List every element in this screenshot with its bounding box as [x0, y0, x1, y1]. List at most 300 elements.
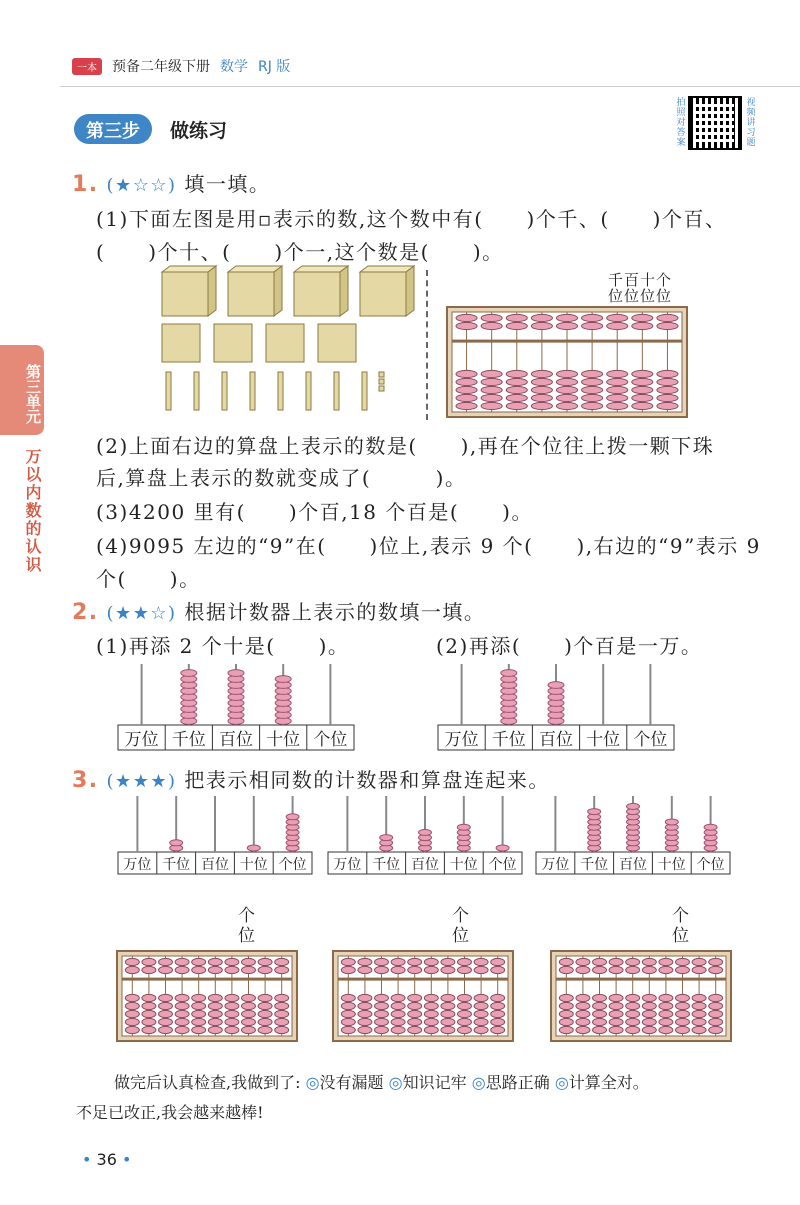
place-label: 个位: [696, 857, 725, 873]
lower-bead: [208, 1026, 222, 1033]
upper-bead: [481, 322, 502, 329]
counting-frame: [116, 792, 314, 876]
upper-bead: [341, 966, 355, 973]
self-check-line2: 不足已改正,我会越来越棒!: [76, 1103, 264, 1122]
lower-bead: [358, 994, 372, 1001]
lower-bead: [375, 1002, 389, 1009]
place-label: 万位: [124, 730, 159, 750]
lower-bead: [709, 1010, 723, 1017]
ten-rod: [250, 372, 255, 410]
lower-bead: [341, 1026, 355, 1033]
q1-part3: (3)4200 里有( )个百,18 个百是( )。: [96, 500, 533, 524]
lower-bead: [456, 378, 477, 385]
ten-rod: [194, 372, 199, 410]
lower-bead: [506, 378, 527, 385]
unit-tab: 第三单元: [0, 345, 44, 435]
ten-rod: [166, 372, 171, 410]
lower-bead: [632, 386, 653, 393]
place-label: 百位: [539, 730, 573, 750]
upper-bead: [607, 322, 628, 329]
cube-side: [406, 266, 414, 316]
place-label: 个位: [633, 730, 668, 750]
lower-bead: [391, 1010, 405, 1017]
lower-bead: [506, 402, 527, 409]
upper-bead: [142, 958, 156, 965]
lower-bead: [626, 1026, 640, 1033]
lower-bead: [159, 1018, 173, 1025]
page-number: • 36 •: [82, 1150, 132, 1169]
lower-bead: [125, 1002, 139, 1009]
upper-bead: [657, 322, 678, 329]
upper-bead: [258, 966, 272, 973]
figure-divider: [426, 270, 428, 420]
upper-bead: [626, 958, 640, 965]
lower-bead: [175, 1010, 189, 1017]
upper-bead: [225, 958, 239, 965]
lower-bead: [582, 378, 603, 385]
abacus-label-line1: 千百十个: [608, 271, 673, 289]
q1-part4-line2: 个( )。: [96, 567, 201, 591]
lower-bead: [474, 1018, 488, 1025]
counter-bead: [247, 845, 260, 851]
upper-bead: [358, 958, 372, 965]
lower-bead: [632, 370, 653, 377]
question-3-header: [72, 764, 550, 793]
lower-bead: [192, 1026, 206, 1033]
upper-bead: [609, 958, 623, 965]
lower-bead: [341, 994, 355, 1001]
lower-bead: [657, 378, 678, 385]
counter-bead: [627, 803, 640, 809]
lower-bead: [474, 1010, 488, 1017]
upper-bead: [609, 966, 623, 973]
abacus-beam: [338, 978, 508, 981]
lower-bead: [657, 370, 678, 377]
ten-rod: [222, 372, 227, 410]
counting-frame: [534, 792, 732, 876]
lower-bead: [556, 378, 577, 385]
lower-bead: [659, 1010, 673, 1017]
lower-bead: [424, 1002, 438, 1009]
lower-bead: [358, 1010, 372, 1017]
lower-bead: [593, 1026, 607, 1033]
question-number: 3.: [72, 768, 99, 793]
place-label: 千位: [580, 857, 609, 873]
lower-bead: [192, 1002, 206, 1009]
lower-bead: [481, 386, 502, 393]
place-label: 万位: [444, 730, 479, 750]
place-label: 个位: [278, 857, 307, 873]
lower-bead: [576, 1002, 590, 1009]
book-header: [72, 56, 290, 76]
place-label: 个位: [313, 730, 348, 750]
upper-bead: [242, 966, 256, 973]
abacus: [116, 950, 298, 1042]
check-item: 知识记牢: [402, 1073, 467, 1092]
lower-bead: [408, 1002, 422, 1009]
lower-bead: [275, 1010, 289, 1017]
lower-bead: [657, 394, 678, 401]
abacus-label-line2: 位位位位: [608, 287, 673, 305]
upper-bead: [408, 958, 422, 965]
lower-bead: [607, 370, 628, 377]
lower-bead: [408, 1018, 422, 1025]
lower-bead: [456, 394, 477, 401]
upper-bead: [456, 314, 477, 321]
lower-bead: [657, 386, 678, 393]
lower-bead: [192, 1018, 206, 1025]
counter-bead: [419, 829, 432, 835]
lower-bead: [556, 394, 577, 401]
upper-bead: [506, 314, 527, 321]
lower-bead: [441, 1018, 455, 1025]
upper-bead: [582, 314, 603, 321]
cube-top: [162, 266, 216, 272]
lower-bead: [593, 1018, 607, 1025]
upper-bead: [159, 958, 173, 965]
upper-bead: [375, 958, 389, 965]
lower-bead: [491, 1010, 505, 1017]
lower-bead: [458, 1010, 472, 1017]
unit-topic: 万以内数的认识: [23, 448, 42, 574]
lower-bead: [225, 1026, 239, 1033]
lower-bead: [258, 1010, 272, 1017]
thousand-cube: [360, 272, 406, 316]
lower-bead: [642, 994, 656, 1001]
lower-bead: [424, 994, 438, 1001]
counter-bead: [457, 824, 470, 830]
upper-bead: [192, 966, 206, 973]
lower-bead: [391, 994, 405, 1001]
lower-bead: [125, 994, 139, 1001]
lower-bead: [225, 1018, 239, 1025]
qr-code-icon[interactable]: [688, 96, 742, 150]
lower-bead: [408, 994, 422, 1001]
abacus: [446, 306, 688, 418]
upper-bead: [192, 958, 206, 965]
counter-bead: [181, 670, 197, 677]
check-item: 思路正确: [485, 1073, 550, 1092]
question-stem: 根据计数器上表示的数填一填。: [184, 600, 486, 624]
lower-bead: [491, 994, 505, 1001]
lower-bead: [659, 1002, 673, 1009]
upper-bead: [659, 958, 673, 965]
upper-bead: [692, 966, 706, 973]
lower-bead: [142, 1002, 156, 1009]
upper-bead: [692, 958, 706, 965]
place-label: 十位: [239, 857, 268, 873]
lower-bead: [159, 1010, 173, 1017]
upper-bead: [391, 966, 405, 973]
lower-bead: [582, 402, 603, 409]
hundred-flat: [266, 324, 304, 362]
place-label: 个位: [488, 857, 517, 873]
lower-bead: [593, 1002, 607, 1009]
lower-bead: [258, 1018, 272, 1025]
upper-bead: [208, 966, 222, 973]
upper-bead: [491, 958, 505, 965]
lower-bead: [175, 994, 189, 1001]
question-stem: 把表示相同数的计数器和算盘连起来。: [184, 768, 550, 792]
lower-bead: [208, 1010, 222, 1017]
label-line1: 个: [672, 906, 689, 926]
lower-bead: [481, 378, 502, 385]
lower-bead: [676, 1002, 690, 1009]
lower-bead: [242, 994, 256, 1001]
lower-bead: [275, 1026, 289, 1033]
place-label: 百位: [201, 857, 229, 873]
place-label: 百位: [619, 857, 647, 873]
lower-bead: [441, 1002, 455, 1009]
upper-bead: [642, 966, 656, 973]
lower-bead: [142, 1018, 156, 1025]
lower-bead: [375, 994, 389, 1001]
one-unit: [379, 386, 384, 391]
difficulty-stars: (★★☆): [106, 603, 177, 624]
upper-bead: [709, 958, 723, 965]
ten-rod: [362, 372, 367, 410]
counter-bead: [588, 809, 601, 815]
lower-bead: [676, 1018, 690, 1025]
lower-bead: [358, 1002, 372, 1009]
abacus-place-labels: [608, 272, 672, 304]
qr-caption-left: 拍照对答案: [676, 98, 686, 148]
lower-bead: [709, 1002, 723, 1009]
lower-bead: [609, 1002, 623, 1009]
lower-bead: [275, 1018, 289, 1025]
lower-bead: [659, 994, 673, 1001]
lower-bead: [456, 402, 477, 409]
thousand-cube: [162, 272, 208, 316]
lower-bead: [506, 386, 527, 393]
lower-bead: [576, 1018, 590, 1025]
step-badge: 第三步: [74, 114, 152, 144]
lower-bead: [556, 386, 577, 393]
header-divider: [60, 86, 800, 87]
abacus: [332, 950, 514, 1042]
upper-bead: [424, 958, 438, 965]
lower-bead: [709, 1018, 723, 1025]
abacus-place-label: [238, 906, 255, 946]
self-check-prefix: 做完后认真检查,我做到了:: [114, 1073, 301, 1092]
lower-bead: [391, 1026, 405, 1033]
abacus-place-label: [452, 906, 469, 946]
lower-bead: [375, 1010, 389, 1017]
counter-bead: [665, 819, 678, 825]
lower-bead: [441, 1010, 455, 1017]
lower-bead: [458, 1026, 472, 1033]
lower-bead: [491, 1002, 505, 1009]
upper-bead: [576, 966, 590, 973]
check-icon[interactable]: ◎: [471, 1073, 486, 1092]
lower-bead: [531, 386, 552, 393]
place-label: 千位: [171, 730, 206, 750]
lower-bead: [242, 1002, 256, 1009]
upper-bead: [657, 314, 678, 321]
lower-bead: [559, 1026, 573, 1033]
lower-bead: [531, 394, 552, 401]
upper-bead: [576, 958, 590, 965]
question-1-header: [72, 168, 270, 197]
lower-bead: [559, 1018, 573, 1025]
one-unit: [379, 379, 384, 384]
counting-frame: [116, 660, 356, 752]
counting-frame: [326, 792, 524, 876]
lower-bead: [341, 1018, 355, 1025]
upper-bead: [559, 966, 573, 973]
lower-bead: [481, 370, 502, 377]
lower-bead: [341, 1002, 355, 1009]
place-label: 万位: [333, 857, 362, 873]
upper-bead: [556, 322, 577, 329]
counter-bead: [548, 682, 564, 689]
upper-bead: [142, 966, 156, 973]
upper-bead: [709, 966, 723, 973]
upper-bead: [593, 958, 607, 965]
upper-bead: [642, 958, 656, 965]
lower-bead: [208, 994, 222, 1001]
lower-bead: [632, 402, 653, 409]
lower-bead: [559, 994, 573, 1001]
cube-side: [340, 266, 348, 316]
abacus: [550, 950, 732, 1042]
counter-bead: [286, 814, 299, 820]
section-title: 做练习: [170, 120, 228, 142]
counter-bead: [704, 824, 717, 830]
lower-bead: [659, 1018, 673, 1025]
lower-bead: [441, 994, 455, 1001]
lower-bead: [242, 1026, 256, 1033]
lower-bead: [593, 994, 607, 1001]
place-label: 万位: [541, 857, 570, 873]
lower-bead: [642, 1010, 656, 1017]
lower-bead: [692, 1018, 706, 1025]
difficulty-stars: (★☆☆): [106, 175, 177, 196]
lower-bead: [275, 1002, 289, 1009]
lower-bead: [242, 1018, 256, 1025]
upper-bead: [275, 966, 289, 973]
lower-bead: [609, 1010, 623, 1017]
lower-bead: [491, 1018, 505, 1025]
lower-bead: [559, 1010, 573, 1017]
upper-bead: [225, 966, 239, 973]
abacus-beam: [556, 978, 726, 981]
upper-bead: [358, 966, 372, 973]
lower-bead: [582, 394, 603, 401]
lower-bead: [642, 1002, 656, 1009]
upper-bead: [275, 958, 289, 965]
lower-bead: [375, 1018, 389, 1025]
upper-bead: [607, 314, 628, 321]
lower-bead: [474, 1026, 488, 1033]
lower-bead: [607, 386, 628, 393]
lower-bead: [676, 1026, 690, 1033]
q1-part2-line2: 后,算盘上表示的数就变成了( )。: [96, 466, 467, 490]
lower-bead: [456, 386, 477, 393]
lower-bead: [642, 1018, 656, 1025]
place-label: 千位: [162, 857, 191, 873]
lower-bead: [258, 1026, 272, 1033]
question-number: 2.: [72, 600, 99, 625]
lower-bead: [225, 1002, 239, 1009]
lower-bead: [391, 1002, 405, 1009]
lower-bead: [607, 402, 628, 409]
lower-bead: [408, 1010, 422, 1017]
place-label: 百位: [219, 730, 253, 750]
lower-bead: [458, 994, 472, 1001]
one-unit: [379, 372, 384, 377]
upper-bead: [559, 958, 573, 965]
lower-bead: [142, 1026, 156, 1033]
lower-bead: [125, 1018, 139, 1025]
check-icon[interactable]: ◎: [554, 1073, 569, 1092]
cube-side: [274, 266, 282, 316]
cube-side: [208, 266, 216, 316]
lower-bead: [609, 1026, 623, 1033]
lower-bead: [159, 1002, 173, 1009]
upper-bead: [531, 322, 552, 329]
lower-bead: [593, 1010, 607, 1017]
label-line1: 个: [452, 906, 469, 926]
lower-bead: [375, 1026, 389, 1033]
lower-bead: [424, 1010, 438, 1017]
upper-bead: [175, 958, 189, 965]
lower-bead: [576, 1010, 590, 1017]
upper-bead: [531, 314, 552, 321]
place-label: 十位: [657, 857, 686, 873]
lower-bead: [556, 370, 577, 377]
lower-bead: [424, 1026, 438, 1033]
place-label: 十位: [266, 730, 301, 750]
lower-bead: [208, 1002, 222, 1009]
lower-bead: [709, 994, 723, 1001]
lower-bead: [258, 1002, 272, 1009]
lower-bead: [692, 1010, 706, 1017]
lower-bead: [175, 1018, 189, 1025]
hundred-flat: [214, 324, 252, 362]
label-line1: 个: [238, 906, 255, 926]
q1-part1-line1: (1)下面左图是用▫表示的数,这个数中有( )个千、( )个百、: [96, 207, 727, 231]
upper-bead: [626, 966, 640, 973]
lower-bead: [609, 994, 623, 1001]
cube-top: [294, 266, 348, 272]
lower-bead: [456, 370, 477, 377]
check-icon[interactable]: ◎: [388, 1073, 403, 1092]
abacus-beam: [122, 978, 292, 981]
upper-bead: [456, 322, 477, 329]
ten-rod: [306, 372, 311, 410]
lower-bead: [609, 1018, 623, 1025]
upper-bead: [481, 314, 502, 321]
lower-bead: [474, 994, 488, 1001]
page-number-value: 36: [96, 1150, 117, 1169]
check-icon[interactable]: ◎: [305, 1073, 320, 1092]
upper-bead: [506, 322, 527, 329]
lower-bead: [659, 1026, 673, 1033]
lower-bead: [642, 1026, 656, 1033]
lower-bead: [225, 1010, 239, 1017]
upper-bead: [175, 966, 189, 973]
upper-bead: [458, 966, 472, 973]
lower-bead: [441, 1026, 455, 1033]
label-line2: 位: [238, 926, 255, 946]
check-item: 计算全对。: [568, 1073, 649, 1092]
lower-bead: [175, 1002, 189, 1009]
edition: RJ 版: [258, 59, 291, 75]
lower-bead: [607, 378, 628, 385]
qr-caption-right: 视频讲习题: [746, 98, 756, 148]
lower-bead: [626, 1018, 640, 1025]
